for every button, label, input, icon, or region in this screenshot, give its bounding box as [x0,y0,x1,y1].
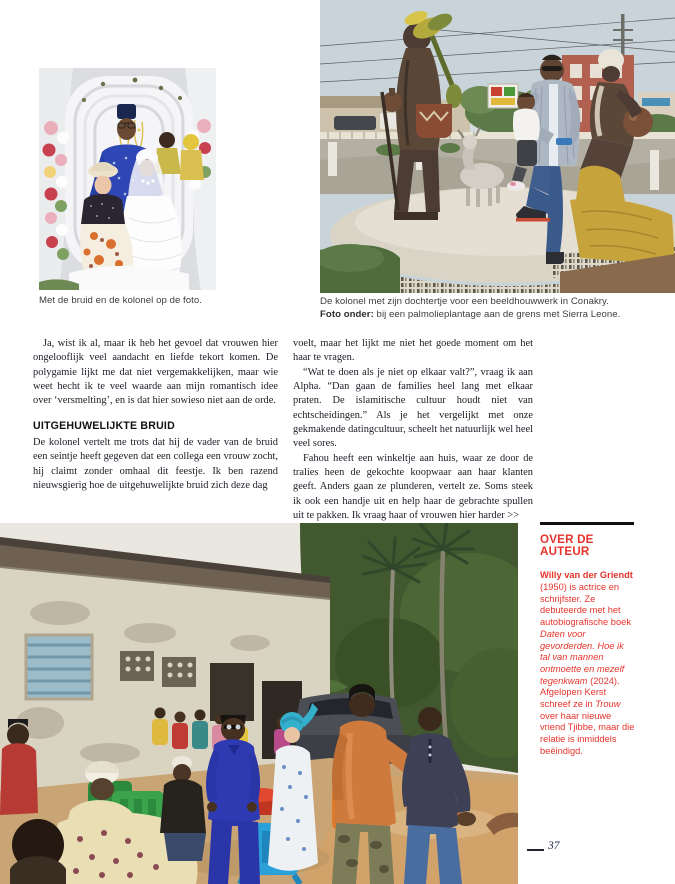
author-name: Willy van der Griendt [540,570,633,581]
article-column-2 [293,337,533,523]
wedding-caption: Met de bruid en de kolonel op de foto. [39,295,202,306]
plantation-photo [0,523,518,884]
sculpture-caption-line1: De kolonel met zijn dochtertje voor een beeldhouwwerk in Conakry. [320,296,609,307]
author-sidebar [540,522,635,758]
article-paragraph-1: Ja, wist ik al, maar ik heb het gevoel dat vrouwen hier ongelooflijk veel aandacht en liefde tekort komen. De polygamie lijkt me dat niet vergemakkelijken, maar wie weet hecht ik te veel waarde aan mijn romantisch idee over ‘versmelting’, en is dat hier sowieso niet aan de orde. [33,338,278,407]
sidebar-title-line1: OVER DE [540,532,594,546]
sidebar-title-line2: AUTEUR [540,544,590,558]
sculpture-caption-line2: Foto onder: bij een palmolieplantage aan de grens met Sierra Leone. [320,309,621,320]
book-title: Daten voor gevorderden. Hoe ik tal van mannen ontmoette en mezelf tegenkwam [540,628,625,686]
article-paragraph-5: Fahou heeft een winkeltje aan huis, waar ze door de tralies heen de gekochte koopwaar aan haar klanten geeft. Anders gaan ze plunderen, vertelt ze. Soms steek ik ook een handje uit en help haar de gebrachte spullen uit te pakken. Ik vraag haar of vrouwen hier harder >> [293,452,533,522]
article-column-1 [33,337,278,493]
wedding-photo [39,68,216,290]
newspaper-title: Trouw [595,699,621,710]
article-paragraph-4: “Wat te doen als je niet op elkaar valt?”, vraag ik aan Alpha. “Dan gaan de families heel lang met elkaar praten. De islamitische cultuur houdt niet van echtscheidingen.” Als je het vergelijkt met onze gekmakende datingcultuur, scheelt het natuurlijk wel heel veel sores. [293,366,533,450]
page-number-rule [527,849,544,851]
article-paragraph-2: De kolonel vertelt me trots dat hij de vader van de bruid een seintje heeft gegeven dat een collega een vrouw zocht, hij claimt zonder omhaal dit feestje. Ik ben razend nieuwsgierig hoe de uitgehuwelijkte bruid zich deze dag [33,437,278,492]
sidebar-rule [540,522,634,525]
wedding-photo-art [39,68,216,290]
article-paragraph-3: voelt, maar het lijkt me niet het goede moment om het haar te vragen. [293,338,533,364]
section-heading: UITGEHUWELIJKTE BRUID [33,419,175,432]
sidebar-title [540,534,635,559]
sculpture-photo-art [320,0,675,293]
sculpture-photo [320,0,675,293]
sculpture-caption [320,295,670,321]
author-bio: Willy van der Griendt (1950) is actrice en schrijfster. Ze debuteerde met het autobiografische boek Daten voor gevorderden. Hoe ik tal van mannen ontmoette en mezelf tegenkwam (2024). Afgelopen Kerst schreef ze in Trouw over haar nieuwe vriend Tjibbe, maar die relatie is inmiddels beëindigd. [540,570,635,756]
page-number: 37 [548,840,560,852]
plantation-photo-art [0,523,518,884]
